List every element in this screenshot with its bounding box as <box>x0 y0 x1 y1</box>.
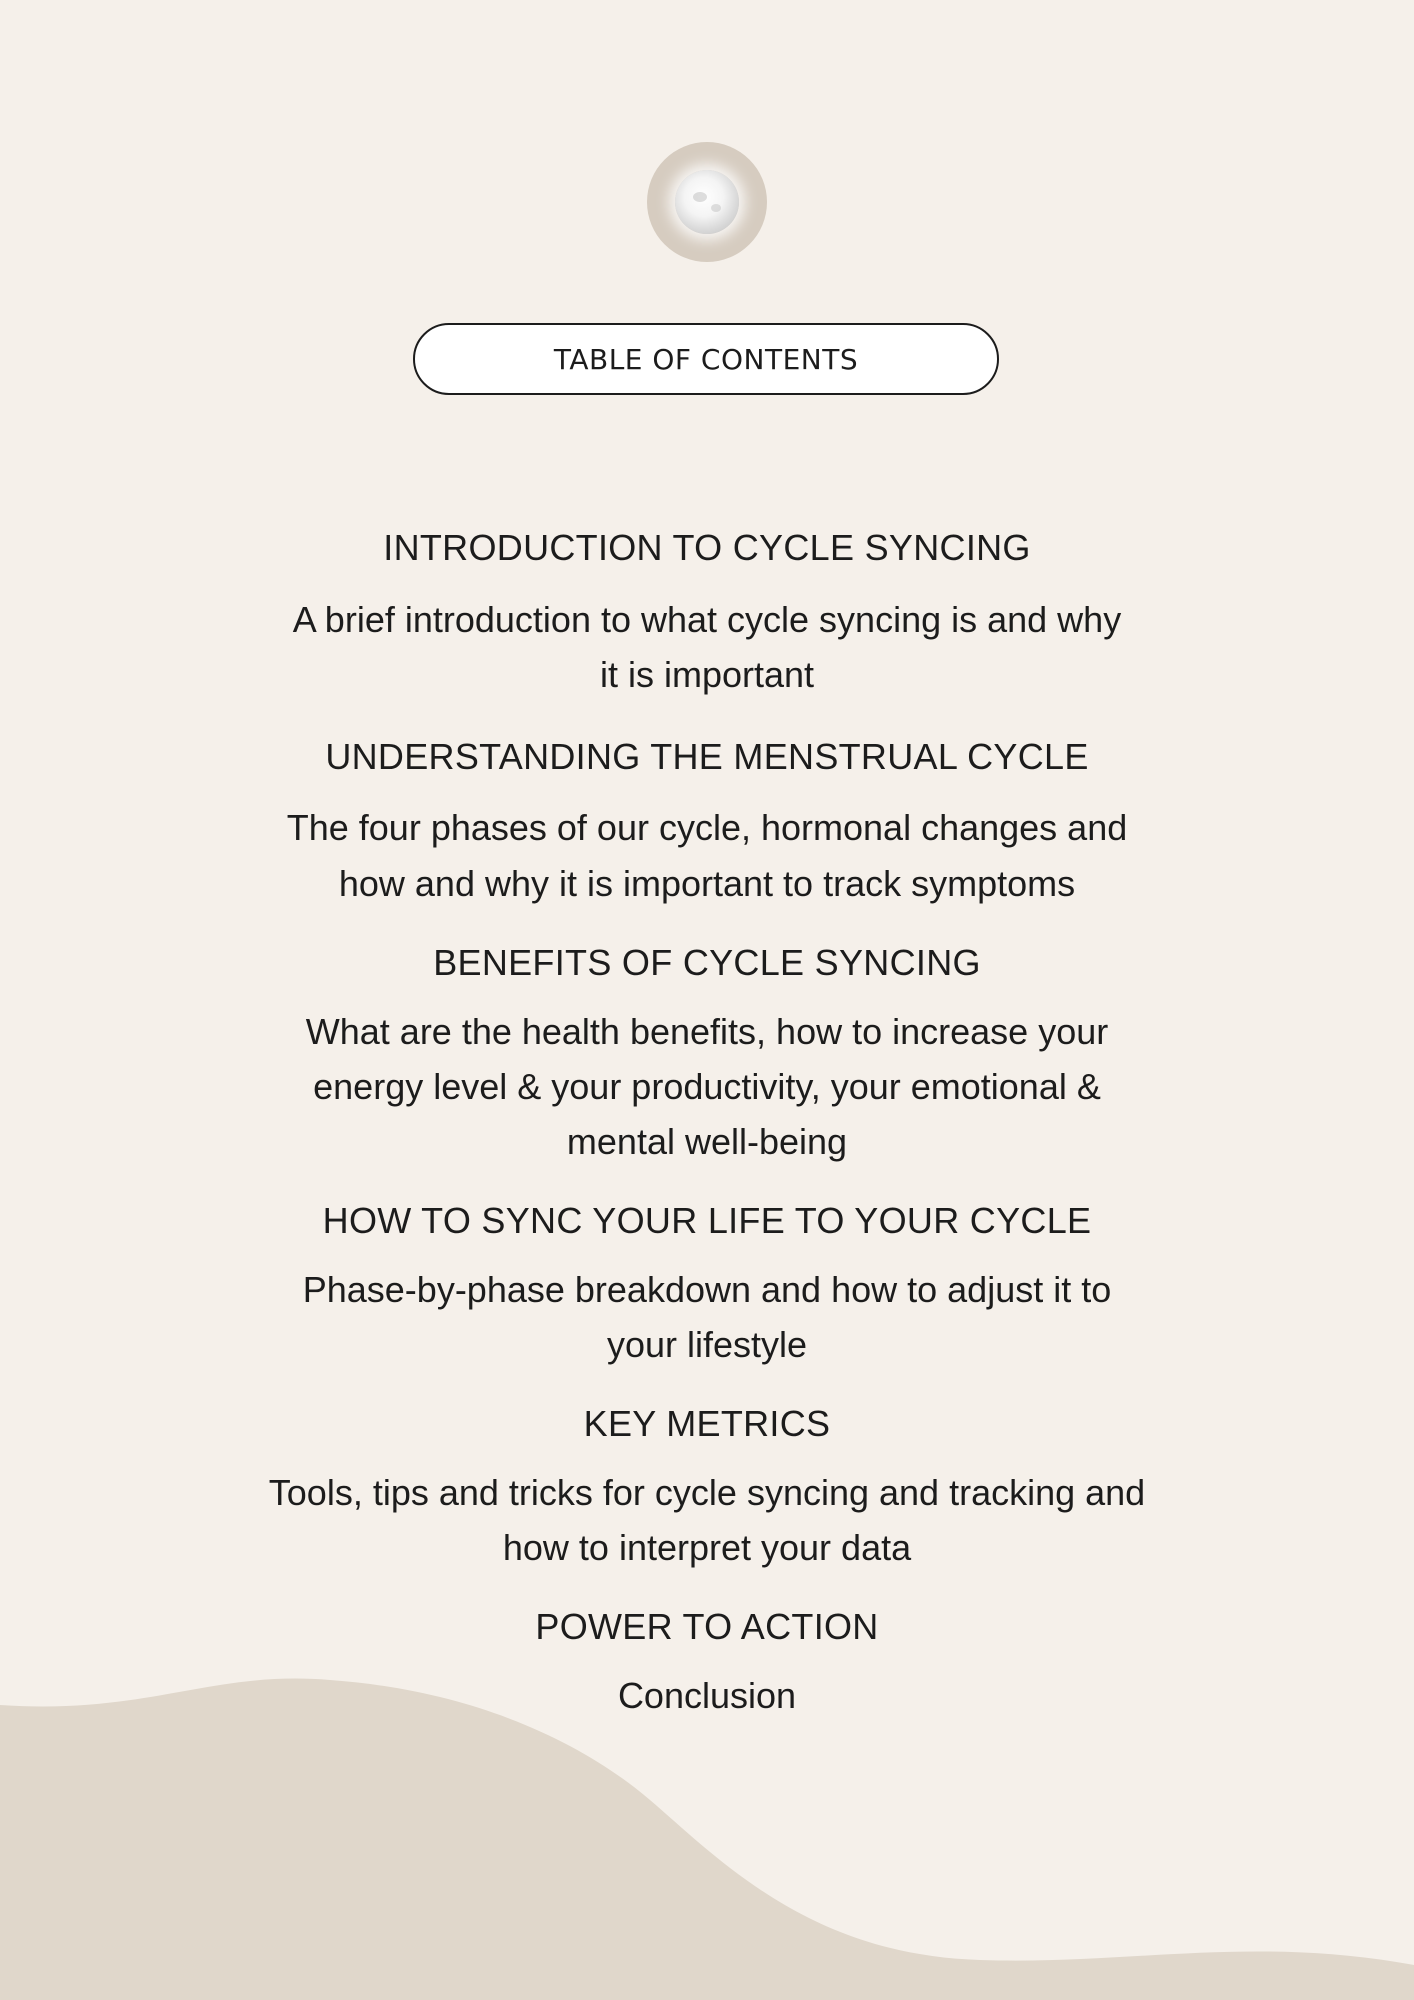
entry-title-key-metrics: KEY METRICS <box>583 1403 831 1444</box>
table-of-contents-title: TABLE OF CONTENTS <box>413 323 999 395</box>
entry-description-line: how to interpret your data <box>502 1527 912 1568</box>
entry-description-line: mental well-being <box>566 1121 848 1162</box>
entry-description-line: Conclusion <box>617 1675 797 1716</box>
entry-description-line: Tools, tips and tricks for cycle syncing and tracking and <box>268 1472 1146 1513</box>
entry-description-line: your lifestyle <box>606 1324 808 1365</box>
entry-title-introduction: INTRODUCTION TO CYCLE SYNCING <box>383 527 1031 568</box>
entry-description-line: Phase-by-phase breakdown and how to adjust it to <box>302 1269 1112 1310</box>
entry-description-line: The four phases of our cycle, hormonal changes and <box>286 807 1128 848</box>
moon-badge <box>647 142 767 262</box>
entry-title-understanding: UNDERSTANDING THE MENSTRUAL CYCLE <box>325 736 1089 777</box>
entry-description-line: it is important <box>599 654 815 695</box>
entry-description-line: energy level & your productivity, your emotional & <box>313 1066 1101 1107</box>
entry-title-power-to-action: POWER TO ACTION <box>535 1606 879 1647</box>
full-moon-icon <box>675 170 739 234</box>
entry-description-line: how and why it is important to track symptoms <box>338 863 1076 904</box>
entry-title-benefits: BENEFITS OF CYCLE SYNCING <box>433 942 981 983</box>
entry-description-line: What are the health benefits, how to increase your <box>305 1011 1109 1052</box>
entry-description-line: A brief introduction to what cycle syncing is and why <box>292 599 1122 640</box>
entry-title-how-to-sync: HOW TO SYNC YOUR LIFE TO YOUR CYCLE <box>322 1200 1092 1241</box>
